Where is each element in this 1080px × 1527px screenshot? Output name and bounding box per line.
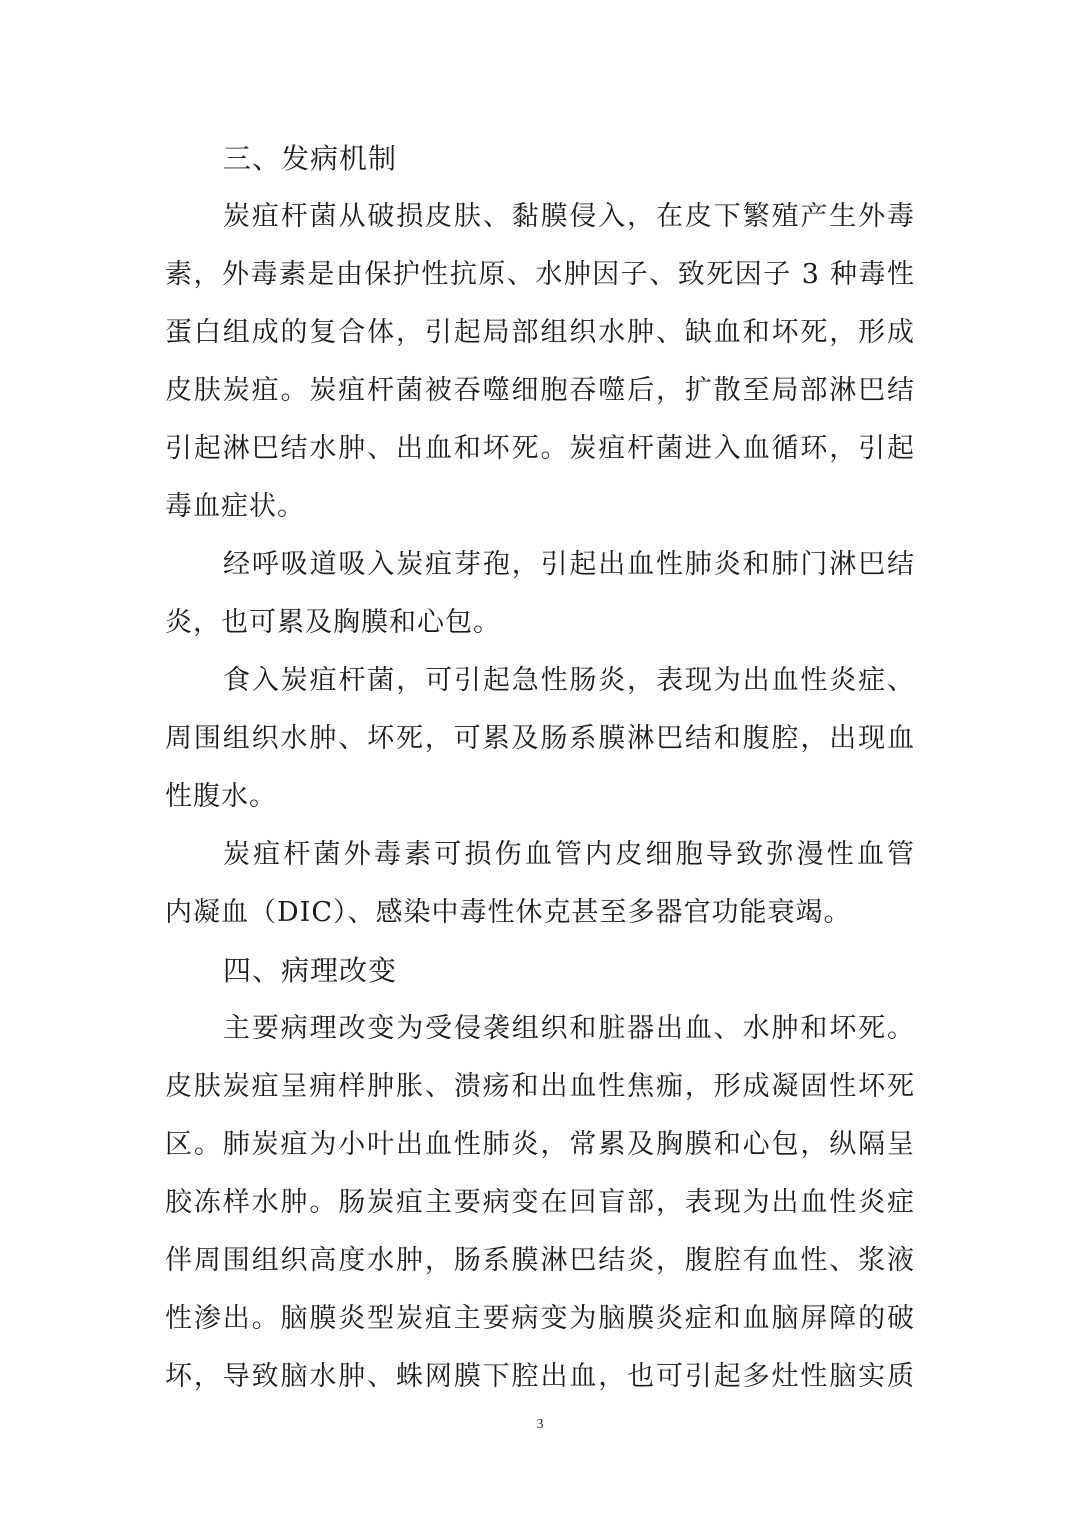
- paragraph: [165, 536, 915, 652]
- text-line: 食入炭疽杆菌，可引起急性肠炎，表现为出血性炎症、: [223, 665, 915, 696]
- text-line: 皮肤炭疽。炭疽杆菌被吞噬细胞吞噬后，扩散至局部淋巴结: [165, 375, 915, 406]
- page-number: 3: [536, 1417, 544, 1432]
- text-line: 周围组织水肿、坏死，可累及肠系膜淋巴结和腹腔，出现血: [165, 723, 915, 754]
- text-line: 区。肺炭疽为小叶出血性肺炎，常累及胸膜和心包，纵隔呈: [165, 1129, 915, 1160]
- text-line: 蛋白组成的复合体，引起局部组织水肿、缺血和坏死，形成: [165, 317, 915, 348]
- text-line: 内凝血（DIC）、感染中毒性休克甚至多器官功能衰竭。: [165, 897, 852, 928]
- text-line: 性腹水。: [165, 781, 277, 812]
- paragraph: [165, 1000, 915, 1406]
- paragraph: [165, 826, 915, 942]
- text-line: 伴周围组织高度水肿，肠系膜淋巴结炎，腹腔有血性、浆液: [165, 1245, 915, 1276]
- text-line: 皮肤炭疽呈痈样肿胀、溃疡和出血性焦痂，形成凝固性坏死: [165, 1071, 915, 1102]
- paragraph: [165, 188, 915, 536]
- text-line: 毒血症状。: [165, 491, 305, 522]
- text-line: 坏，导致脑水肿、蛛网膜下腔出血，也可引起多灶性脑实质: [165, 1361, 915, 1392]
- text-line: 炎，也可累及胸膜和心包。: [165, 607, 501, 638]
- paragraph: [165, 652, 915, 826]
- text-line: 性渗出。脑膜炎型炭疽主要病变为脑膜炎症和血脑屏障的破: [165, 1303, 915, 1334]
- text-line: 炭疽杆菌从破损皮肤、黏膜侵入，在皮下繁殖产生外毒: [223, 201, 915, 232]
- text-line: 经呼吸道吸入炭疽芽孢，引起出血性肺炎和肺门淋巴结: [223, 549, 915, 580]
- text-line: 素，外毒素是由保护性抗原、水肿因子、致死因子 3 种毒性: [165, 259, 915, 290]
- text-line: 炭疽杆菌外毒素可损伤血管内皮细胞导致弥漫性血管: [223, 839, 915, 870]
- text-line: 主要病理改变为受侵袭组织和脏器出血、水肿和坏死。: [223, 1013, 915, 1044]
- page-body: [165, 130, 915, 1406]
- text-line: 引起淋巴结水肿、出血和坏死。炭疽杆菌进入血循环，引起: [165, 433, 915, 464]
- section-heading: 四、病理改变: [223, 954, 398, 987]
- text-line: 胶冻样水肿。肠炭疽主要病变在回盲部，表现为出血性炎症: [165, 1187, 915, 1218]
- section-heading: 三、发病机制: [223, 142, 398, 175]
